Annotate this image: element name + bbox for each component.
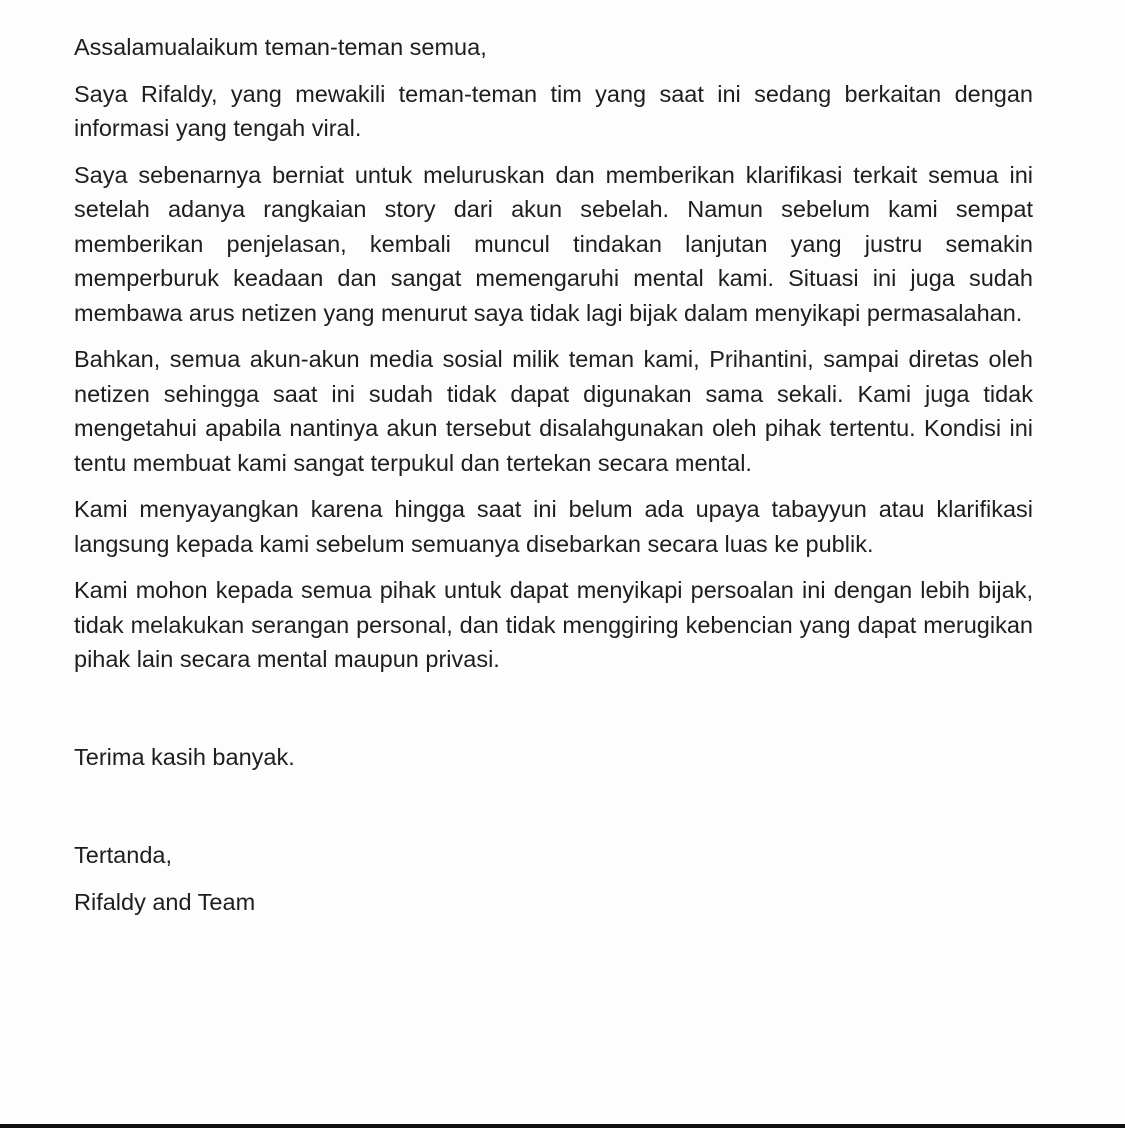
paragraph-2: Saya sebenarnya berniat untuk meluruskan dan memberikan klarifikasi terkait semua ini setelah adanya rangkaian story dari akun sebelah. Namun sebelum kami sempat memberikan penjelasan, kembali muncul tindakan lanjutan yang justru semakin memperburuk keadaan dan sangat memengaruhi mental kami. Situasi ini juga sudah membawa arus netizen yang menurut saya tidak lagi bijak dalam menyikapi permasalahan. (74, 161, 1033, 326)
greeting: Assalamualaikum teman-teman semua, (74, 34, 487, 60)
paragraph-4: Kami menyayangkan karena hingga saat ini belum ada upaya tabayyun atau klarifikasi langsung kepada kami sebelum semuanya disebarkan secara luas ke publik. (74, 496, 1033, 557)
bottom-rule (0, 1124, 1125, 1128)
spacer (74, 786, 1033, 838)
sign-label: Tertanda, (74, 842, 172, 868)
paragraph-1: Saya Rifaldy, yang mewakili teman-teman tim yang saat ini sedang berkaitan dengan informasi yang tengah viral. (74, 80, 1033, 141)
signature: Rifaldy and Team (74, 888, 256, 915)
paragraph-3: Bahkan, semua akun-akun media sosial milik teman kami, Prihantini, sampai diretas oleh netizen sehingga saat ini sudah tidak dapat digunakan sama sekali. Kami juga tidak mengetahui apabila nantinya akun tersebut disalahgunakan oleh pihak tertentu. Kondisi ini tentu membuat kami sangat terpukul dan tertekan secara mental. (74, 346, 1033, 476)
paragraph-5: Kami mohon kepada semua pihak untuk dapat menyikapi persoalan ini dengan lebih bijak, tidak melakukan serangan personal, dan tidak menggiring kebencian yang dapat merugikan pihak lain secara mental maupun privasi. (74, 577, 1033, 672)
closing: Terima kasih banyak. (74, 743, 295, 770)
spacer (74, 689, 1033, 740)
letter-body (74, 30, 1033, 931)
